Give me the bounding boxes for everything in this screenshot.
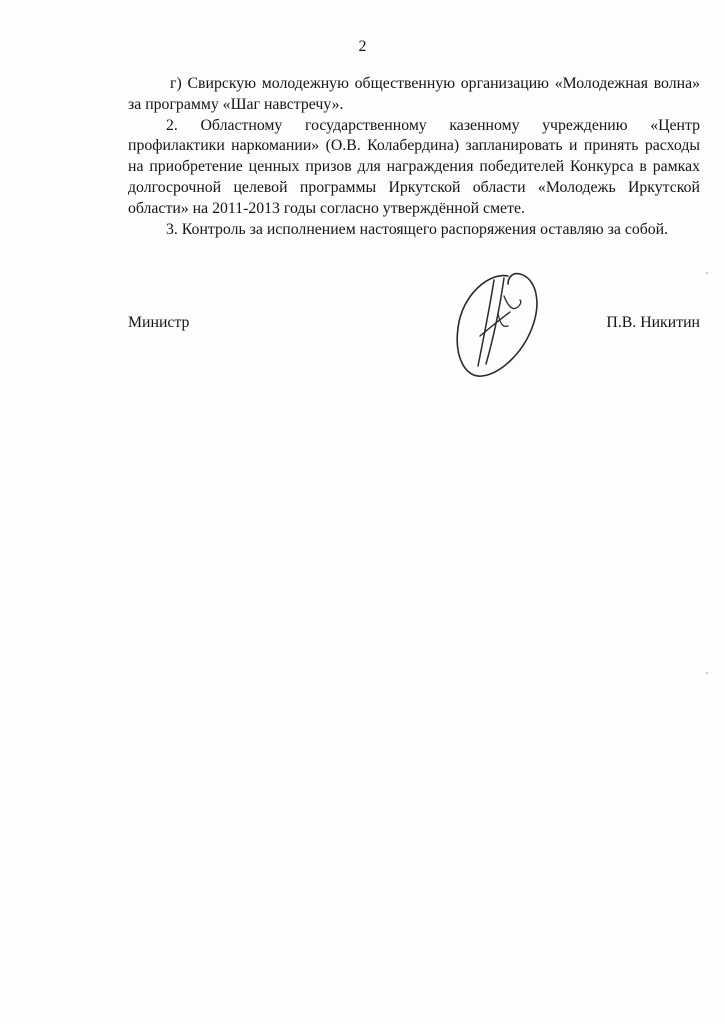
handwritten-signature xyxy=(450,266,550,384)
signer-position: Министр xyxy=(128,314,190,331)
scan-speck xyxy=(706,672,708,674)
document-body xyxy=(128,74,700,240)
paragraph-1g: г) Свирскую молодежную общественную организацию «Молодежная волна» за программу «Шаг навстречу». xyxy=(128,75,700,113)
signature-block xyxy=(128,314,700,338)
paragraph-2: 2. Областному государственному казенному учреждению «Центр профилактики наркомании» (О.В. Колабердина) запланировать и принять расходы на приобретение ценных призов для награждения победителей Конкурса в рамках долгосрочной целевой программы Иркутской области «Молодежь Иркутской области» на 2011-2013 годы согласно утверждённой смете. xyxy=(128,116,700,217)
page-number: 2 xyxy=(358,38,367,55)
signer-name: П.В. Никитин xyxy=(606,314,700,331)
paragraph-3: 3. Контроль за исполнением настоящего распоряжения оставляю за собой. xyxy=(166,220,669,238)
scan-speck xyxy=(706,272,708,274)
